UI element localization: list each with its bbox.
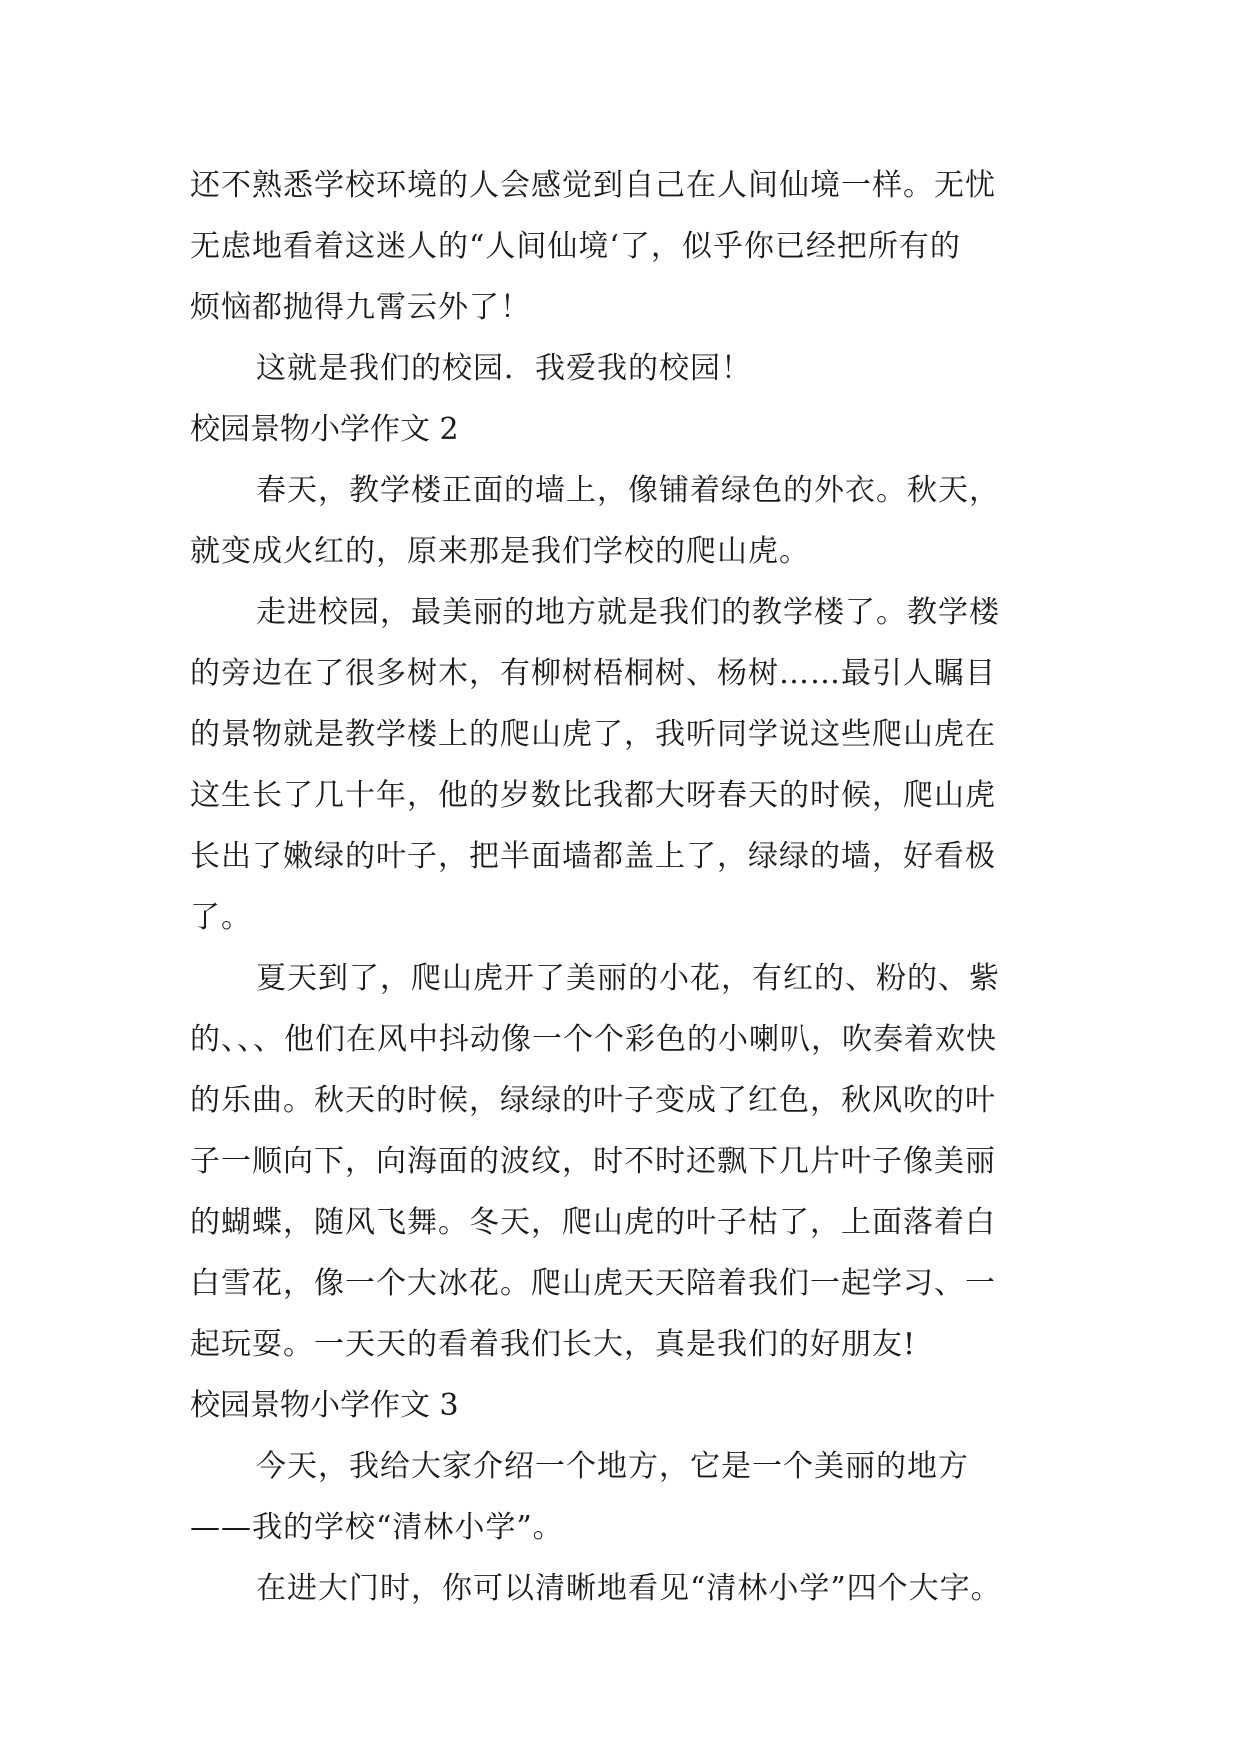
paragraph: [190, 155, 1060, 338]
text-line: 走进校园，最美丽的地方就是我们的教学楼了。教学楼: [256, 595, 1000, 630]
paragraph: [190, 582, 1060, 948]
text-line: 春天，教学楼正面的墙上，像铺着绿色的外衣。秋天，: [256, 473, 1000, 508]
text-line: 今天，我给大家介绍一个地方，它是一个美丽的地方: [256, 1449, 969, 1484]
text-line: 无虑地看着这迷人的“人间仙境‘了，似乎你已经把所有的: [190, 229, 961, 264]
text-line: 夏天到了，爬山虎开了美丽的小花，有红的、粉的、紫: [256, 961, 1000, 996]
text-line: 这就是我们的校园．我爱我的校园！: [256, 351, 752, 386]
text-line: 白雪花，像一个大冰花。爬山虎天天陪着我们一起学习、一: [190, 1266, 996, 1301]
paragraph: [190, 1558, 1060, 1619]
paragraph: [190, 948, 1060, 1375]
paragraph: [190, 1436, 1060, 1558]
text-line: 这生长了几十年，他的岁数比我都大呀春天的时候，爬山虎: [190, 778, 996, 813]
text-line: 了。: [190, 900, 252, 935]
section-heading: 校园景物小学作文 2: [190, 412, 459, 447]
text-line: 的、、、他们在风中抖动像一个个彩色的小喇叭，吹奏着欢快: [190, 1022, 997, 1057]
text-line: 的旁边在了很多树木，有柳树梧桐树、杨树……最引人瞩目: [190, 656, 996, 691]
paragraph: [190, 460, 1060, 582]
text-line: 就变成火红的，原来那是我们学校的爬山虎。: [190, 534, 810, 569]
document-page: [190, 155, 1060, 1619]
text-line: 起玩耍。一天天的看着我们长大，真是我们的好朋友!: [190, 1327, 917, 1362]
text-line: 的景物就是教学楼上的爬山虎了，我听同学说这些爬山虎在: [190, 717, 996, 752]
text-line: 还不熟悉学校环境的人会感觉到自己在人间仙境一样。无忧: [190, 168, 996, 203]
text-line: 的蝴蝶，随风飞舞。冬天，爬山虎的叶子枯了，上面落着白: [190, 1205, 996, 1240]
text-line: 子一顺向下，向海面的波纹，时不时还飘下几片叶子像美丽: [190, 1144, 996, 1179]
text-line: ——我的学校“清林小学”。: [190, 1510, 564, 1545]
text-line: 烦恼都抛得九霄云外了！: [190, 290, 531, 325]
text-line: 的乐曲。秋天的时候，绿绿的叶子变成了红色，秋风吹的叶: [190, 1083, 996, 1118]
text-line: 在进大门时，你可以清晰地看见“清林小学”四个大字。: [256, 1571, 1002, 1606]
text-line: 长出了嫩绿的叶子，把半面墙都盖上了，绿绿的墙，好看极: [190, 839, 996, 874]
section-heading: 校园景物小学作文 3: [190, 1388, 459, 1423]
paragraph: [190, 338, 1060, 399]
